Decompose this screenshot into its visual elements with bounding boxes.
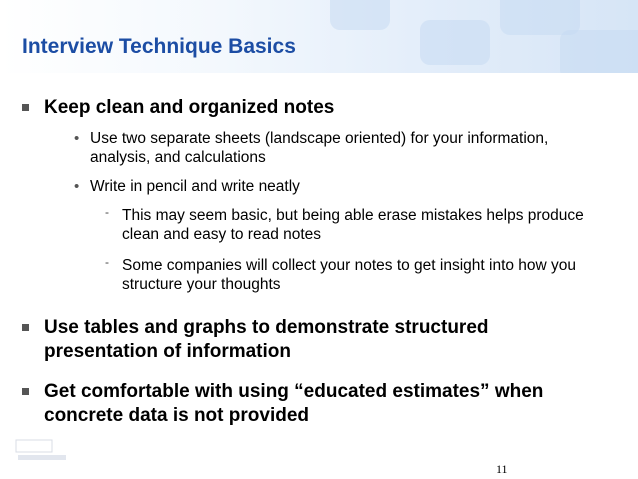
sub-bullet-text: Write in pencil and write neatly: [90, 178, 300, 195]
sub-sub-bullet-text: This may seem basic, but being able erase mistakes helps produce clean and easy to read notes: [122, 207, 584, 243]
header-puzzle-piece: [420, 20, 490, 65]
slide-header: [0, 0, 638, 73]
page-number: 11: [496, 462, 508, 476]
dot-bullet-icon: •: [74, 130, 80, 147]
page-title: Interview Technique Basics: [22, 35, 296, 58]
bullet-text: Keep clean and organized notes: [44, 97, 335, 118]
bullet-tables-graphs: [44, 316, 604, 364]
sub-sub-bullet-erase: [105, 205, 612, 244]
sub-sub-bullet-text: Some companies will collect your notes to get insight into how you structure your thoughts: [122, 257, 577, 293]
bullet-educated-estimates: [44, 380, 619, 428]
sub-sub-bullet-collect: [105, 255, 612, 294]
bullet-text: Get comfortable with using “educated estimates” when concrete data is not provided: [44, 381, 544, 426]
company-logo: [12, 438, 72, 464]
header-puzzle-piece: [330, 0, 390, 30]
dot-bullet-icon: •: [74, 178, 80, 195]
bullet-keep-notes: [44, 96, 604, 120]
square-bullet-icon: [22, 104, 29, 111]
sub-bullet-text: Use two separate sheets (landscape oriented) for your information, analysis, and calculations: [90, 130, 549, 166]
square-bullet-icon: [22, 324, 29, 331]
sub-bullet-pencil: [74, 177, 550, 196]
bullet-text: Use tables and graphs to demonstrate structured presentation of information: [44, 317, 489, 362]
square-bullet-icon: [22, 388, 29, 395]
dash-bullet-icon: -: [105, 205, 109, 219]
sub-bullet-two-sheets: [74, 129, 550, 167]
header-puzzle-piece: [560, 30, 638, 73]
dash-bullet-icon: -: [105, 255, 109, 269]
